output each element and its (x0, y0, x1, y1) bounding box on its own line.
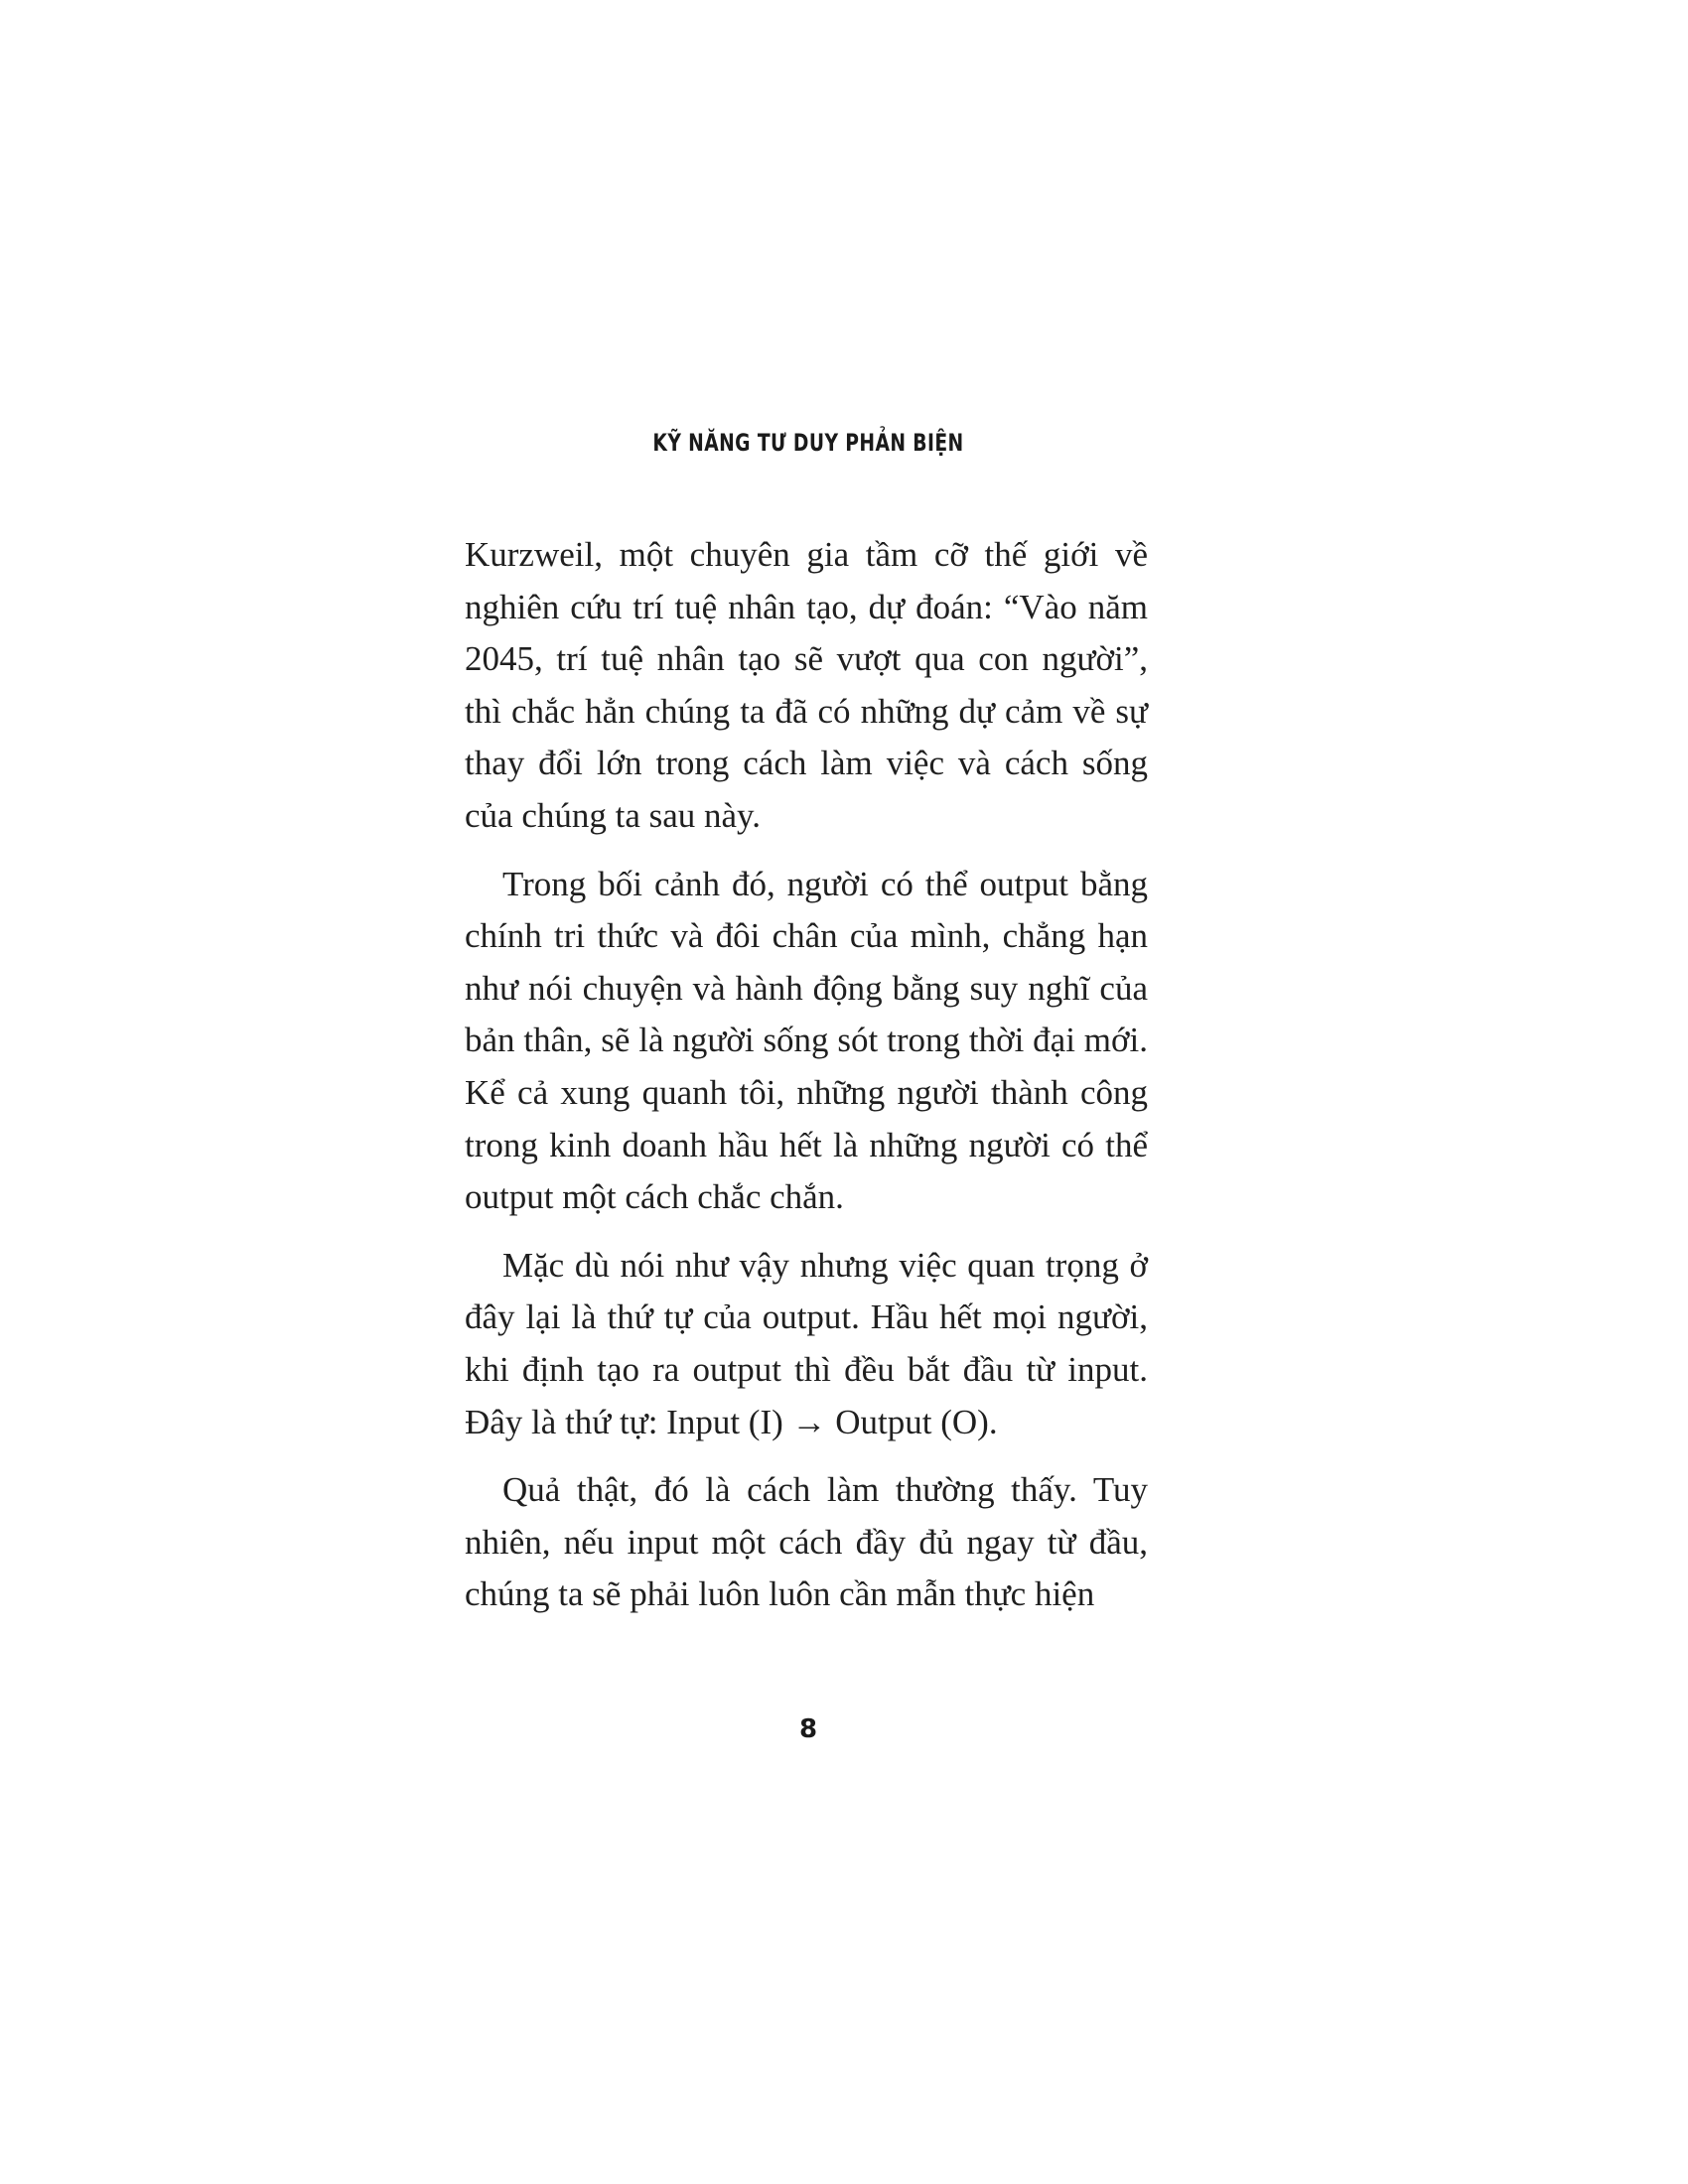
paragraph-3: Mặc dù nói như vậy nhưng việc quan trọng ở đây lại là thứ tự của output. Hầu hết mọi người, khi định tạo ra output thì đều bắt đầu từ input. Đây là thứ tự: Input (I) → Output (O). (465, 1245, 1148, 1441)
paragraph-1: Kurzweil, một chuyên gia tầm cỡ thế giới về nghiên cứu trí tuệ nhân tạo, dự đoán: “Vào năm 2045, trí tuệ nhân tạo sẽ vượt qua con người”, thì chắc hẳn chúng ta đã có những dự cảm về sự thay đổi lớn trong cách làm việc và cách sống của chúng ta sau này. (465, 535, 1148, 835)
running-header: KỸ NĂNG TƯ DUY PHẢN BIỆN (652, 429, 964, 457)
page-number: 8 (798, 1714, 818, 1744)
body-text (465, 529, 1148, 1637)
paragraph-4: Quả thật, đó là cách làm thường thấy. Tuy nhiên, nếu input một cách đầy đủ ngay từ đầu, chúng ta sẽ phải luôn luôn cần mẫn thực hiện (465, 1470, 1148, 1614)
paragraph-2: Trong bối cảnh đó, người có thể output bằng chính tri thức và đôi chân của mình, chẳng hạn như nói chuyện và hành động bằng suy nghĩ của bản thân, sẽ là người sống sót trong thời đại mới. Kể cả xung quanh tôi, những người thành công trong kinh doanh hầu hết là những người có thể output một cách chắc chắn. (465, 864, 1148, 1217)
